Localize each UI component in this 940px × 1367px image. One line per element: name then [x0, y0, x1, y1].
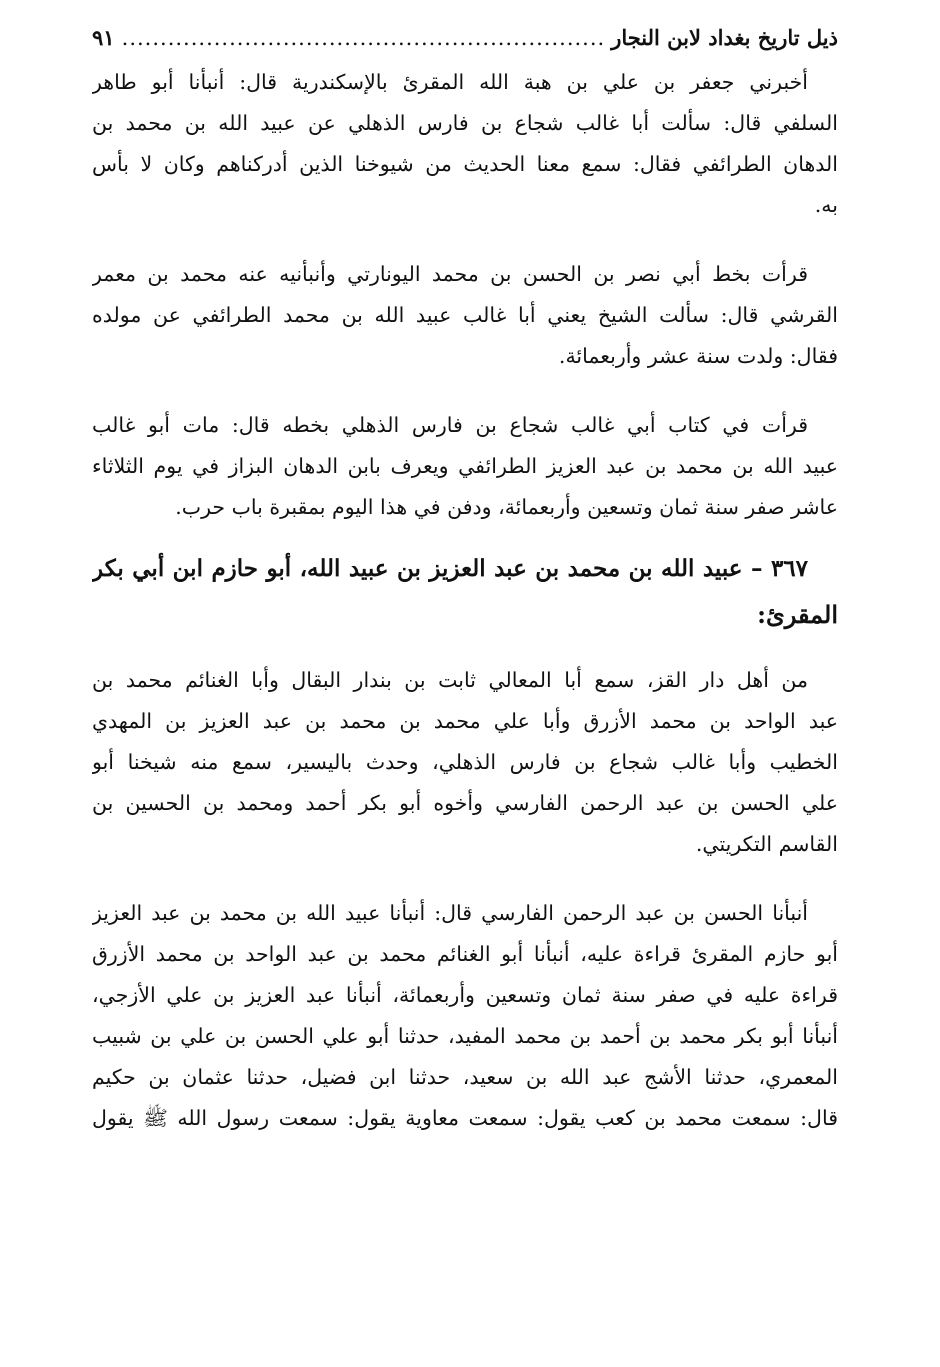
text-line: الدهان الطرائفي فقال: سمع معنا الحديث من شيوخنا الذين أدركناهم وكان لا بأس	[92, 152, 838, 176]
book-title: ذيل تاريخ بغداد لابن النجار	[611, 25, 838, 50]
text-line: عاشر صفر سنة ثمان وتسعين وأربعمائة، ودفن في هذا اليوم بمقبرة باب حرب.	[175, 495, 838, 519]
leader-dots	[121, 22, 606, 54]
text-line: علي الحسن بن عبد الرحمن الفارسي وأخوه أبو بكر أحمد ومحمد بن الحسين بن	[92, 791, 838, 815]
text-line: فقال: ولدت سنة عشر وأربعمائة.	[558, 344, 838, 368]
text-line: الخطيب وأبا غالب شجاع بن فارس الذهلي، وحدث باليسير، سمع منه شيخنا أبو	[92, 750, 838, 774]
text-line: قال: سمعت محمد بن كعب يقول: سمعت معاوية يقول: سمعت رسول الله ﷺ يقول	[92, 1106, 838, 1130]
text-line: عبد الواحد بن محمد الأزرق وأبا علي محمد بن محمد بن عبد العزيز بن المهدي	[92, 709, 838, 733]
heading-line: ٣٦٧ – عبيد الله بن محمد بن عبد العزيز بن عبيد الله، أبو حازم ابن أبي بكر	[92, 555, 808, 582]
text-line: السلفي قال: سألت أبا غالب شجاع بن فارس الذهلي عن عبيد الله بن محمد بن	[92, 111, 838, 135]
paragraph-1	[92, 62, 838, 226]
text-line: أنبأنا الحسن بن عبد الرحمن الفارسي قال: أنبأنا عبيد الله بن محمد بن عبد العزيز	[92, 901, 808, 925]
text-line: المعمري، حدثنا الأشج عبد الله بن سعيد، حدثنا ابن فضيل، حدثنا عثمان بن حكيم	[92, 1065, 838, 1089]
heading-line: المقرئ:	[757, 600, 838, 629]
paragraph-5	[92, 893, 838, 1139]
text-line: قرأت بخط أبي نصر بن الحسن بن محمد اليونارتي وأنبأنيه عنه محمد بن معمر	[92, 262, 808, 286]
paragraph-4	[92, 660, 838, 865]
text-line: أخبرني جعفر بن علي بن هبة الله المقرئ بالإسكندرية قال: أنبأنا أبو طاهر	[92, 70, 808, 94]
entry-heading	[92, 546, 838, 638]
text-line: به.	[814, 193, 838, 217]
text-line: أبو حازم المقرئ قراءة عليه، أنبأنا أبو الغنائم محمد بن عبد الواحد بن محمد الأزرق	[92, 942, 838, 966]
text-line: أنبأنا أبو بكر محمد بن أحمد بن محمد المفيد، حدثنا أبو علي الحسن بن علي بن شبيب	[92, 1024, 838, 1048]
text-line: القرشي قال: سألت الشيخ يعني أبا غالب عبيد الله بن محمد الطرائفي عن مولده	[92, 303, 838, 327]
document-page	[92, 22, 838, 1139]
paragraph-3	[92, 405, 838, 528]
text-line: قراءة عليه في صفر سنة ثمان وتسعين وأربعمائة، أنبأنا عبد العزيز بن علي الأزجي،	[92, 983, 838, 1007]
text-line: عبيد الله بن محمد بن عبد العزيز الطرائفي ويعرف بابن الدهان البزاز في يوم الثلاثاء	[92, 454, 838, 478]
page-number: ٩١	[92, 25, 115, 50]
paragraph-2	[92, 254, 838, 377]
text-line: القاسم التكريتي.	[695, 832, 838, 856]
running-header	[92, 22, 838, 54]
text-line: قرأت في كتاب أبي غالب شجاع بن فارس الذهلي بخطه قال: مات أبو غالب	[92, 413, 808, 437]
text-line: من أهل دار القز، سمع أبا المعالي ثابت بن بندار البقال وأبا الغنائم محمد بن	[92, 668, 808, 692]
